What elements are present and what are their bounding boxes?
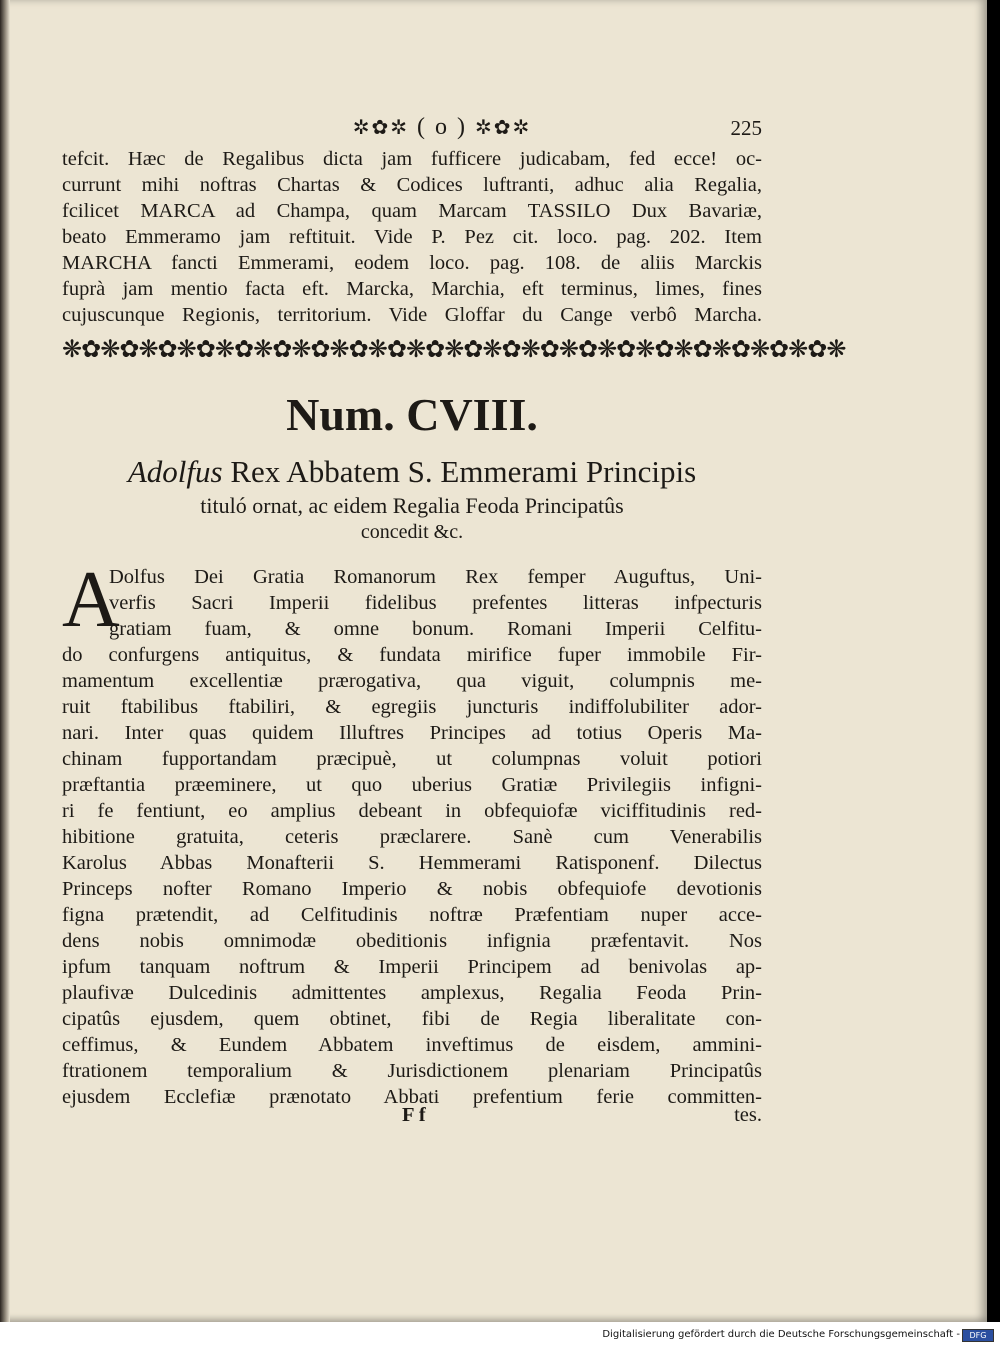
funding-credit: Digitalisierung gefördert durch die Deutsche Forschungsgemeinschaft - [602, 1329, 960, 1340]
drop-cap: A [62, 556, 120, 644]
signature-mark: F f [402, 1104, 426, 1126]
text-line: verfis Sacri Imperii fidelibus prefentes litteras infpecturis [109, 592, 762, 614]
subtitle-line-3: concedit &c. [360, 521, 464, 543]
catchword: tes. [734, 1104, 762, 1126]
text-line: dens nobis omnimodæ obeditionis infignia præfentavit. Nos [62, 930, 762, 952]
text-line: cipatûs ejusdem, quem obtinet, fibi de Regia liberalitate con- [62, 1008, 762, 1030]
page-footer-marks [62, 1104, 762, 1130]
digitization-footer [0, 1322, 1000, 1347]
text-line: fuprà jam mentio facta eft. Marcka, Marchia, eft terminus, limes, fines [62, 278, 762, 300]
text-line: tefcit. Hæc de Regalibus dicta jam fufficere judicabam, fed ecce! oc- [62, 148, 762, 170]
text-line: Karolus Abbas Monafterii S. Hemmerami Ratisponenf. Dilectus [62, 852, 762, 874]
header-ornament-right: ✲✿✲ [474, 117, 532, 139]
text-line: hibitione gratuita, ceteris præclarere. Sanè cum Venerabilis [62, 826, 762, 848]
header-center-text: ( o ) [417, 114, 467, 140]
text-line: ftrationem temporalium & Jurisdictionem plenariam Principatûs [62, 1060, 762, 1082]
subtitle-line-1 [62, 452, 762, 492]
header-ornament-group [302, 114, 582, 141]
text-line: mamentum excellentiæ prærogativa, qua viguit, columpnis me- [62, 670, 762, 692]
text-line: nari. Inter quas quidem Illuftres Principes ad totius Operis Ma- [62, 722, 762, 744]
body-paragraph [62, 564, 762, 1110]
text-line: figna prætendit, ad Celfitudinis noftræ Præfentiam nuper acce- [62, 904, 762, 926]
running-header [62, 114, 762, 144]
page-binding-edge [0, 0, 10, 1322]
text-line: ceffimus, & Eundem Abbatem inveftimus de eisdem, ammini- [62, 1034, 762, 1056]
text-line: Dolfus Dei Gratia Romanorum Rex femper Auguftus, Uni- [109, 566, 762, 588]
subtitle-line-2: tituló ornat, ac eidem Regalia Feoda Principatûs [200, 493, 624, 518]
header-ornament-left: ✲✿✲ [352, 117, 409, 139]
text-line: do confurgens antiquitus, & fundata mirifice fuper immobile Fir- [62, 644, 762, 666]
text-line: fcilicet MARCA ad Champa, quam Marcam TASSILO Dux Bavariæ, [62, 200, 762, 222]
text-line: præftantia præeminere, ut quo uberius Gratiæ Privilegiis infigni- [62, 774, 762, 796]
text-line: plaufivæ Dulcedinis admittentes amplexus, Regalia Feoda Prin- [62, 982, 762, 1004]
text-line: ruit ftabilibus ftabiliri, & egregiis juncturis indiffolubiliter ador- [62, 696, 762, 718]
section-heading: Num. CVIII. [286, 389, 538, 440]
section-subtitle [62, 452, 762, 545]
ornamental-divider: ❋✿❋✿❋✿❋✿❋✿❋✿❋✿❋✿❋✿❋✿❋✿❋✿❋✿❋✿❋✿❋✿❋✿❋✿❋✿❋✿❋ [62, 337, 846, 363]
text-line: gratiam fuam, & omne bonum. Romani Imperii Celfitu- [109, 618, 762, 640]
dfg-logo: DFG [962, 1329, 994, 1342]
text-line: ipfum tanquam noftrum & Imperii Principem ad benivolas ap- [62, 956, 762, 978]
page-number: 225 [730, 116, 762, 140]
subtitle-italic-name: Adolfus [127, 454, 223, 489]
text-line: chinam fupportandam præcipuè, ut columpnas voluit potiori [62, 748, 762, 770]
text-line: MARCHA fancti Emmerami, eodem loco. pag. 108. de aliis Marckis [62, 252, 762, 274]
text-line: ri fe fentiunt, eo amplius debeant in obfequiofæ viciffitudinis red- [62, 800, 762, 822]
text-line: cujuscunque Regionis, territorium. Vide Gloffar du Cange verbô Marcha. [62, 304, 762, 326]
top-paragraph [62, 146, 762, 328]
subtitle-line-1-rest: Rex Abbatem S. Emmerami Principis [222, 454, 697, 489]
text-line: beato Emmeramo jam reftituit. Vide P. Pez cit. loco. pag. 202. Item [62, 226, 762, 248]
text-line: ejusdem Ecclefiæ prænotato Abbati prefentium ferie committen- [62, 1086, 762, 1108]
text-line: Princeps nofter Romano Imperio & nobis obfequiofe devotionis [62, 878, 762, 900]
text-line: currunt mihi noftras Chartas & Codices luftranti, adhuc alia Regalia, [62, 174, 762, 196]
